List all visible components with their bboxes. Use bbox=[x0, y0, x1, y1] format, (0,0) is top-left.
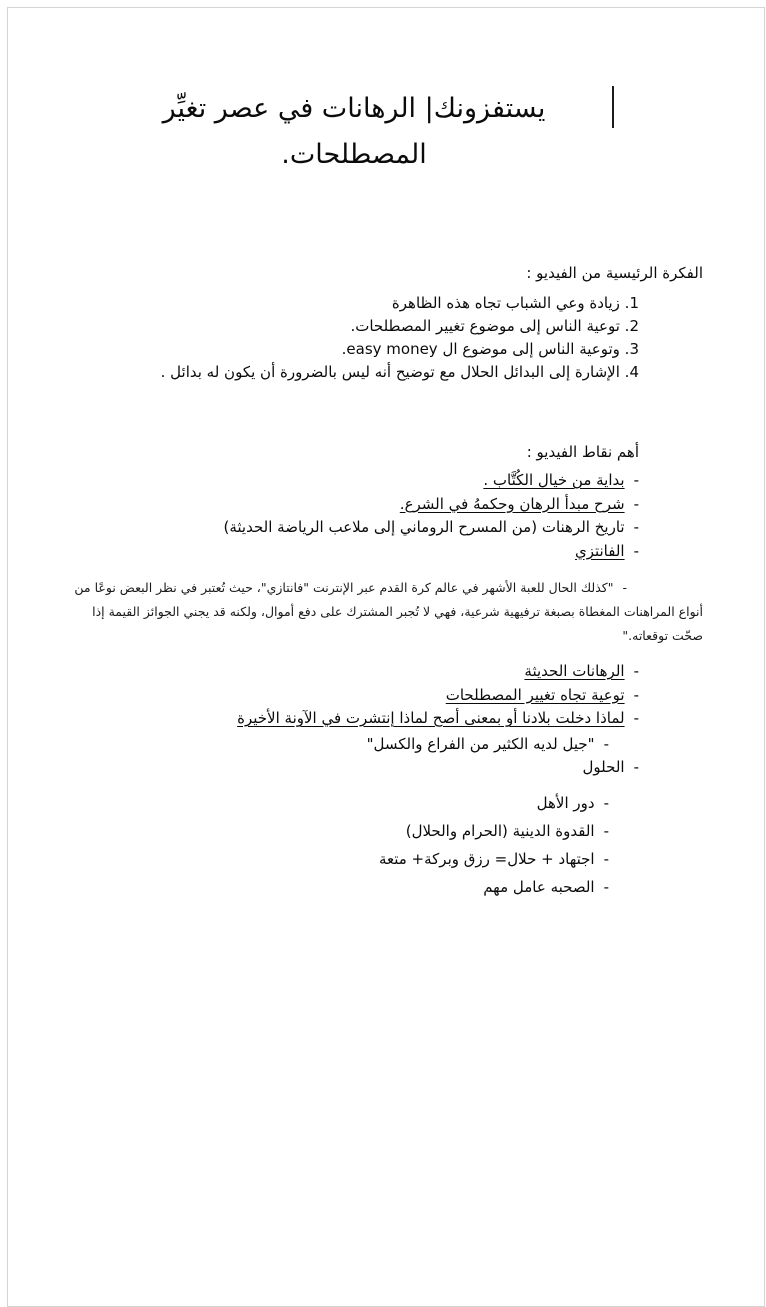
bullet-modern-bets-text: الرهانات الحديثة bbox=[524, 662, 625, 680]
title-line-2: المصطلحات. bbox=[281, 139, 427, 170]
bullet-terms-awareness-text: توعية تجاه تغيير المصطلحات bbox=[445, 685, 625, 704]
key-points-list-a bbox=[63, 469, 703, 563]
bullet-betting-history bbox=[63, 516, 639, 540]
solution-religious-example bbox=[63, 817, 609, 845]
solutions-label-list bbox=[63, 756, 703, 780]
key-points-heading: أهم نقاط الفيديو : bbox=[526, 443, 639, 461]
fantasy-quote-text: "كذلك الحال للعبة الأشهر في عالم كرة القدم عبر الإنترنت "فانتازي"، حيث تُعتبر في نظر البعض نوعًا من أنواع المراهنات المغطاة بصبغة ترفيهية شرعية، فهي لا تُجبر المشترك على دفع أموال، ولكنه قد يجني الجوائز القيمة إذا صحّت توقعاته." bbox=[74, 580, 703, 643]
solution-effort-halal-text: اجتهاد + حلال= رزق وبركة+ متعة bbox=[378, 849, 595, 868]
solution-good-company bbox=[63, 873, 609, 901]
key-points-list-b bbox=[63, 660, 703, 731]
numbered-item-3 bbox=[63, 338, 639, 361]
solution-parents-role-text: دور الأهل bbox=[536, 793, 595, 812]
bullet-why-spread-text: لماذا دخلت بلادنا أو بمعنى أصح لماذا إنتشرت في الآونة الأخيرة bbox=[237, 709, 625, 727]
numbered-item-2 bbox=[63, 315, 639, 338]
bullet-why-spread bbox=[63, 707, 639, 731]
generation-quote-list bbox=[63, 733, 703, 757]
bullet-solutions-text: الحلول bbox=[582, 758, 625, 776]
bullet-writers-imagination-text: بداية من خيال الكُتَّاب . bbox=[483, 471, 625, 489]
title-line-1: يستفزونك| الرهانات في عصر تغيِّر bbox=[162, 93, 546, 124]
numbered-item-3-text: وتوعية الناس إلى موضوع ال easy money. bbox=[341, 340, 620, 358]
bullet-solutions bbox=[63, 756, 639, 780]
bullet-modern-bets bbox=[63, 660, 639, 684]
document-content bbox=[8, 8, 758, 901]
bullet-fantasy bbox=[63, 540, 639, 564]
solution-religious-example-text: القدوة الدينية (الحرام والحلال) bbox=[405, 821, 595, 840]
document-title bbox=[63, 86, 645, 178]
generation-quote-item bbox=[63, 733, 609, 757]
solution-good-company-text: الصحبه عامل مهم bbox=[483, 877, 595, 896]
numbered-item-4-text: الإشارة إلى البدائل الحلال مع توضيح أنه ليس بالضرورة أن يكون له بدائل . bbox=[160, 363, 620, 381]
main-idea-heading: الفكرة الرئيسية من الفيديو : bbox=[526, 264, 703, 282]
bullet-fantasy-text: الفانتزي bbox=[574, 541, 625, 560]
solutions-items-list bbox=[63, 789, 703, 901]
solution-effort-halal bbox=[63, 845, 609, 873]
fantasy-quote-paragraph bbox=[63, 576, 703, 648]
bullet-betting-history-text: تاريخ الرهنات (من المسرح الروماني إلى ملاعب الرياضة الحديثة) bbox=[223, 518, 625, 536]
bullet-writers-imagination bbox=[63, 469, 639, 493]
generation-quote-text: "جيل لديه الكثير من الفراع والكسل" bbox=[366, 734, 595, 753]
numbered-item-4 bbox=[63, 361, 639, 384]
bullet-terms-awareness bbox=[63, 684, 639, 708]
bullet-betting-principle-text: شرح مبدأ الرهان وحكمهُ في الشرع. bbox=[399, 494, 625, 513]
numbered-item-2-text: توعية الناس إلى موضوع تغيير المصطلحات. bbox=[350, 317, 620, 335]
main-idea-numbered-list bbox=[63, 292, 703, 384]
numbered-item-1-text: زيادة وعي الشباب تجاه هذه الظاهرة bbox=[391, 294, 620, 312]
solution-parents-role bbox=[63, 789, 609, 817]
numbered-item-1 bbox=[63, 292, 639, 315]
bullet-betting-principle bbox=[63, 493, 639, 517]
